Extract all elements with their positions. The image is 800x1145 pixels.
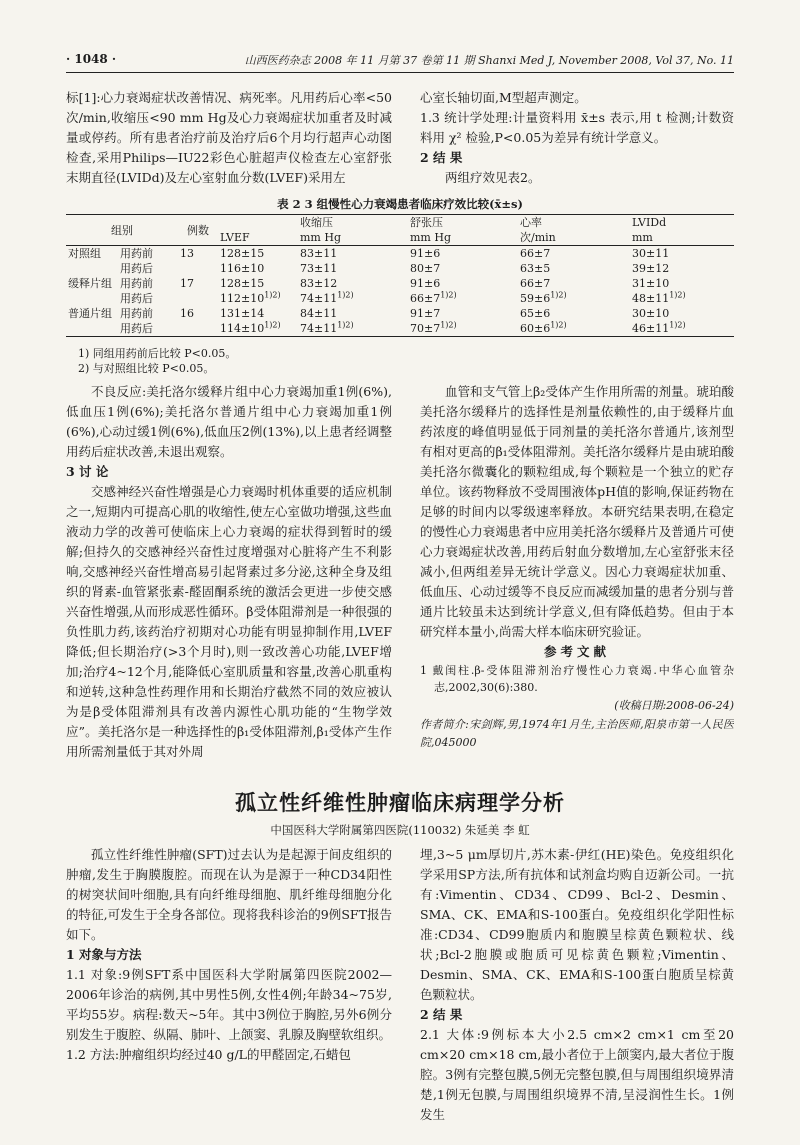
row-count	[178, 291, 218, 306]
cell: 30±11	[630, 246, 734, 262]
cell	[630, 291, 734, 306]
cell	[218, 291, 298, 306]
row-group: 缓释片组	[68, 277, 112, 290]
significance-marker: 1)2)	[669, 290, 686, 300]
cell: 39±12	[632, 262, 670, 275]
column-unit: 次/min	[520, 231, 556, 244]
row-phase: 用药后	[120, 292, 153, 305]
author-bio: 作者简介:宋剑辉,男,1974年1月生,主治医师,阳泉市第一人民医院,045000	[420, 718, 734, 749]
cell	[408, 321, 518, 337]
table-row	[66, 291, 734, 306]
significance-marker: 1)2)	[669, 320, 686, 330]
table-row	[66, 276, 734, 291]
column-header: 心率	[518, 215, 630, 231]
journal-citation: 山西医药杂志 2008 年 11 月第 37 卷第 11 期 Shanxi Med J, November 2008, Vol 37, No. 11	[244, 54, 734, 67]
significance-marker: 1)2)	[440, 320, 457, 330]
cell: 80±7	[410, 262, 441, 275]
table-row	[66, 246, 734, 262]
reference-item: 1 戴闺柱.β-受体阻滞剂治疗慢性心力衰竭.中华心血管杂志,2002,30(6):380.	[420, 664, 734, 694]
article-left-column	[66, 845, 392, 1137]
cell-value: 74±11	[300, 322, 338, 335]
cell: 73±11	[300, 262, 338, 275]
row-group	[66, 321, 118, 337]
discussion-paragraph: 交感神经兴奋性增强是心力衰竭时机体重要的适应机制之一,短期内可提高心肌的收缩性,使左心室做功增强,这些血液动力学的改善可使临床上心力衰竭的症状得到暂时的缓解;但持久的交感神经兴奋性过度增强对心脏将产生不利影响,交感神经兴奋性增高易引起肾素过多分泌,这种全身及组织的肾素-血管紧张素-醛固酮系统的激活会更进一步使交感兴奋性增强,从而形成恶性循环。β受体阻滞剂是一种很强的负性肌力药,该药治疗初期对心功能有明显抑制作用,LVEF降低;但长期治疗(>3个月时),则一致改善心功能,LVEF增加;治疗4~12个月,能降低心室肌质量和容量,改善心肌重构和逆转,这种急性药理作用和长期治疗截然不同的效应被认为是β受体阻滞剂具有改善内源性心肌功能的“生物学效应”。美托洛尔是一种选择性的β₁受体阻滞剂,β₁受体产生作用所需剂量低于其对外周	[66, 484, 392, 759]
cell-value: 66±7	[410, 292, 441, 305]
count-header: 例数	[178, 215, 218, 246]
row-count: 17	[180, 277, 194, 290]
cell	[630, 321, 734, 337]
cell: 131±14	[220, 307, 265, 320]
discussion-right-column	[420, 382, 734, 782]
row-group: 对照组	[66, 246, 118, 262]
intro-paragraph: 孤立性纤维性肿瘤(SFT)过去认为是起源于间皮组织的肿瘤,发生于胸膜腹腔。而现在认为是源于一种CD34阳性的树突状间叶细胞,具有向纤维母细胞、肌纤维母细胞分化的特征,可发生于全身各部位。现将我科诊治的9例SFT报告如下。	[66, 847, 392, 942]
column-header: 收缩压	[298, 215, 408, 231]
significance-marker: 1)2)	[264, 290, 281, 300]
row-count	[178, 321, 218, 337]
methods-heading: 1 对象与方法	[66, 947, 142, 962]
table-row	[66, 261, 734, 276]
row-phase: 用药前	[120, 277, 153, 290]
article-right-column	[420, 845, 734, 1137]
table-header-row	[66, 215, 734, 231]
cell-value: 114±10	[220, 322, 265, 335]
cell-value: 48±11	[632, 292, 670, 305]
top-right-column	[420, 88, 734, 188]
references-heading: 参考文献	[543, 644, 610, 659]
gross-findings-paragraph: 2.1 大体:9例标本大小2.5 cm×2 cm×1 cm至20 cm×20 cm×18 cm,最小者位于上颌窦内,最大者位于腹腔。3例有完整包膜,5例无完整包膜,但与周围组织境界清楚,1例无包膜,与周围组织境界不清,呈浸润性生长。1例发生	[420, 1027, 734, 1122]
cell-value: 46±11	[632, 322, 670, 335]
table-note: 1) 同组用药前后比较 P<0.05。	[78, 347, 237, 360]
cell: 66±7	[518, 246, 630, 262]
cell	[298, 291, 408, 306]
cell: 63±5	[520, 262, 551, 275]
column-unit: mm Hg	[410, 231, 451, 244]
cell-value: 74±11	[300, 292, 338, 305]
top-left-column	[66, 88, 392, 192]
methods-continuation: 心室长轴切面,M型超声测定。	[420, 90, 587, 105]
cell: 128±15	[218, 246, 298, 262]
cell: 30±10	[632, 307, 670, 320]
table-notes	[78, 346, 236, 376]
significance-marker: 1)2)	[550, 320, 567, 330]
significance-marker: 1)2)	[440, 290, 457, 300]
cell: 65±6	[520, 307, 551, 320]
discussion-left-column	[66, 382, 392, 782]
row-count: 16	[180, 307, 194, 320]
discussion-heading: 3 讨 论	[66, 464, 109, 479]
column-header: LVIDd	[630, 215, 734, 231]
cell	[408, 291, 518, 306]
results-paragraph: 两组疗效见表2。	[445, 170, 541, 185]
cell: 116±10	[220, 262, 265, 275]
header-rule	[66, 72, 734, 73]
cell-value: 59±6	[520, 292, 551, 305]
row-group	[66, 291, 118, 306]
cell: 91±7	[410, 307, 441, 320]
cell: 128±15	[220, 277, 265, 290]
cell: 31±10	[632, 277, 670, 290]
table-row	[66, 321, 734, 337]
significance-marker: 1)2)	[550, 290, 567, 300]
row-count: 13	[178, 246, 218, 262]
row-phase: 用药前	[118, 246, 178, 262]
column-header: 舒张压	[408, 215, 518, 231]
cell	[518, 291, 630, 306]
row-phase: 用药后	[120, 262, 153, 275]
column-unit: mm	[632, 231, 653, 244]
article-title: 孤立性纤维性肿瘤临床病理学分析	[235, 790, 565, 815]
cell: 66±7	[520, 277, 551, 290]
column-header: LVEF	[220, 231, 250, 244]
cell-value: 112±10	[220, 292, 265, 305]
method-paragraph: 1.2 方法:肿瘤组织均经过40 g/L的甲醛固定,石蜡包	[66, 1047, 351, 1062]
methods-paragraph: 标[1]:心力衰竭症状改善情况、病死率。凡用药后心率<50次/min,收缩压<90 mm Hg及心力衰竭症状加重者及时减量或停药。所有患者治疗前及治疗后6个月均行超声心动图检查,采用Philips—IU22彩色心脏超声仪检查左心室舒张末期直径(LVIDd)及左心室射血分数(LVEF)采用左	[66, 90, 392, 185]
significance-marker: 1)2)	[264, 320, 281, 330]
efficacy-table	[66, 214, 734, 337]
cell: 91±6	[408, 246, 518, 262]
row-phase: 用药后	[118, 321, 178, 337]
page-number: · 1048 ·	[66, 52, 117, 66]
discussion-continuation: 血管和支气管上β₂受体产生作用所需的剂量。琥珀酸美托洛尔缓释片的选择性是剂量依赖性的,由于缓释片血药浓度的峰值明显低于同剂量的美托洛尔普通片,该剂型有相对更高的β₁受体阻滞剂。美托洛尔缓释片是由琥珀酸美托洛尔微囊化的颗粒组成,每个颗粒是一个独立的贮存单位。该药物释放不受周围液体pH值的影响,保证药物在足够的时间内以零级速率释放。本研究结果表明,在稳定的慢性心力衰竭患者中应用美托洛尔缓释片及普通片可使心力衰竭症状改善,用药后射血分数增加,左心室舒张末径减小,但两组差异无统计学意义。因心力衰竭症状加重、低血压、心动过缓等不良反应而减缓加量的患者分别与普通片比较虽未达到统计学意义,但有降低趋势。但由于本研究样本量小,尚需大样本临床研究验证。	[420, 384, 734, 639]
row-group	[66, 261, 118, 276]
results-heading: 2 结 果	[420, 1007, 463, 1022]
group-header: 组别	[66, 215, 178, 246]
table-row	[66, 306, 734, 321]
column-unit: mm Hg	[300, 231, 341, 244]
cell: 84±11	[300, 307, 338, 320]
cell-value: 70±7	[410, 322, 441, 335]
significance-marker: 1)2)	[337, 320, 354, 330]
significance-marker: 1)2)	[337, 290, 354, 300]
results-heading: 2 结 果	[420, 150, 463, 165]
table-caption: 表 2 3 组慢性心力衰竭患者临床疗效比较(x̄±s)	[277, 197, 523, 211]
table-note: 2) 与对照组比较 P<0.05。	[78, 362, 215, 375]
received-date: (收稿日期:2008-06-24)	[614, 699, 734, 712]
cell	[218, 321, 298, 337]
article-authors: 中国医科大学附属第四医院(110032) 朱延美 李 虹	[270, 823, 530, 837]
running-header	[66, 52, 734, 72]
cell	[298, 321, 408, 337]
method-continuation: 埋,3~5 μm厚切片,苏木素-伊红(HE)染色。免疫组织化学采用SP方法,所有抗体和试剂盒均购自迈新公司。一抗有:Vimentin、CD34、CD99、Bcl-2、Desmin、SMA、CK、EMA和S-100蛋白。免疫组织化学阳性标准:CD34、CD99胞质内和胞膜呈棕黄色颗粒状、线状;Bcl-2胞膜或胞质可见棕黄色颗粒;Vimentin、Desmin、SMA、CK、EMA和S-100蛋白胞质呈棕黄色颗粒状。	[420, 847, 734, 1002]
cell: 83±11	[298, 246, 408, 262]
row-group: 普通片组	[68, 307, 112, 320]
statistics-paragraph: 1.3 统计学处理:计量资料用 x̄±s 表示,用 t 检测;计数资料用 χ² 检验,P<0.05为差异有统计学意义。	[420, 110, 734, 145]
cell: 83±12	[300, 277, 338, 290]
cell-value: 60±6	[520, 322, 551, 335]
row-phase: 用药前	[120, 307, 153, 320]
cell: 91±6	[410, 277, 441, 290]
cell	[518, 321, 630, 337]
adverse-reactions-paragraph: 不良反应:美托洛尔缓释片组中心力衰竭加重1例(6%),低血压1例(6%);美托洛尔普通片组中心力衰竭加重1例(6%),心动过缓1例(6%),低血压2例(13%),以上患者经调整用药后症状改善,未退出观察。	[66, 384, 392, 459]
subjects-paragraph: 1.1 对象:9例SFT系中国医科大学附属第四医院2002—2006年诊治的病例,其中男性5例,女性4例;年龄34~75岁,平均55岁。病程:数天~5年。其中3例位于胸腔,另外6例分别发生于腹腔、纵隔、肺叶、上颌窦、乳腺及胸壁软组织。	[66, 967, 392, 1042]
row-count	[178, 261, 218, 276]
